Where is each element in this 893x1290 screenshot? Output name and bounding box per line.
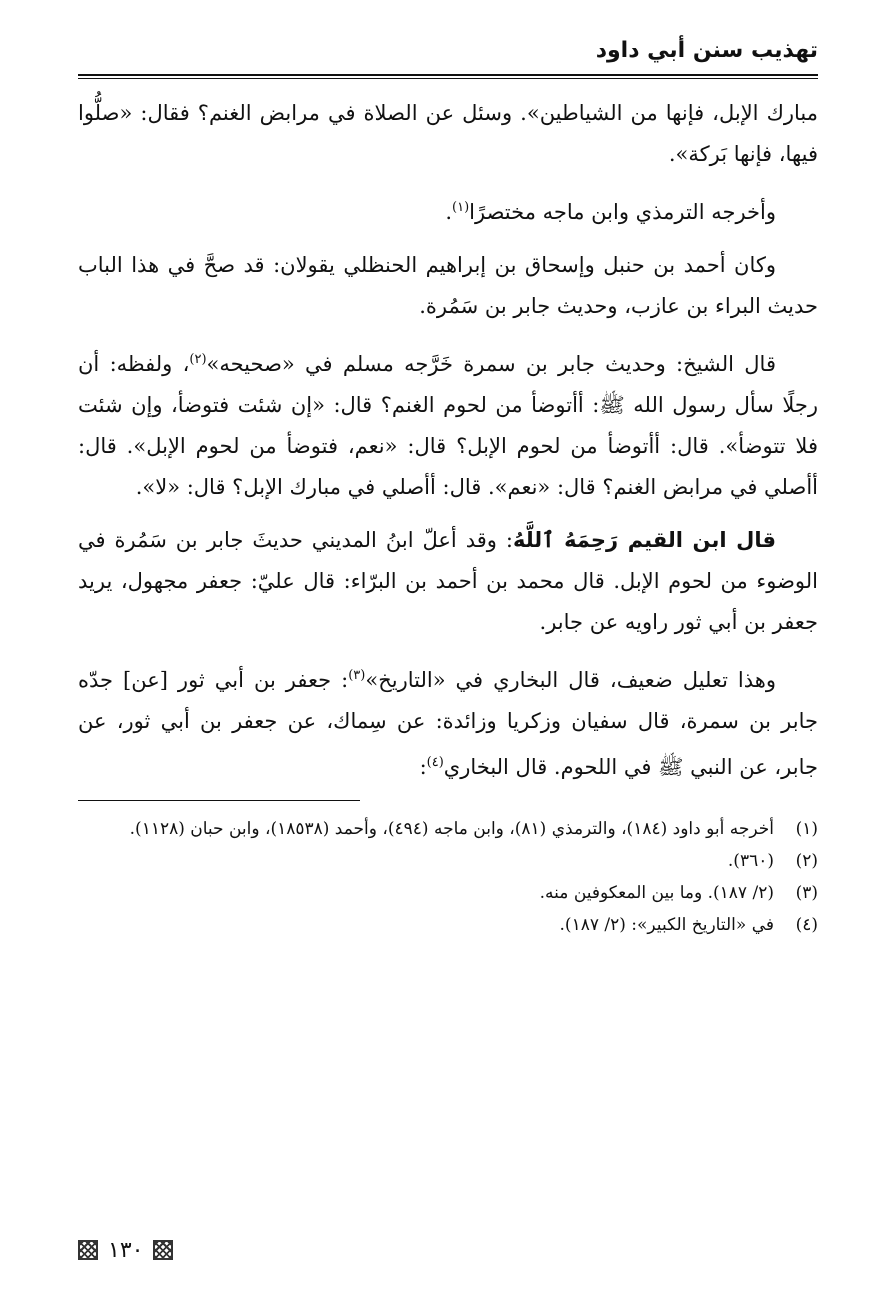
footnote-ref-4: (٤) bbox=[426, 755, 444, 770]
ornament-right-icon bbox=[153, 1240, 173, 1260]
paragraph-6 bbox=[78, 655, 818, 788]
paragraph-5-rest: : وقد أعلّ ابنُ المديني حديثَ جابر بن سَمُرة في الوضوء من لحوم الإبل. قال محمد بن أحمد بن البرّاء: قال عليّ: جعفر مجهول، يريد جعفر بن أبي ثور راويه عن جابر. bbox=[78, 528, 818, 634]
footnote-text: في «التاريخ الكبير»: (٢/ ١٨٧). bbox=[559, 915, 774, 935]
paragraph-6-a: وهذا تعليل ضعيف، قال البخاري في «التاريخ» bbox=[365, 668, 776, 692]
paragraph-2 bbox=[78, 187, 818, 233]
paragraph-6-c: : bbox=[419, 755, 427, 779]
paragraph-2-end: . bbox=[445, 200, 453, 224]
footnote-text: (٣٦٠). bbox=[727, 851, 774, 871]
footnote-ref-2: (٢) bbox=[189, 352, 207, 367]
footnote-item bbox=[78, 877, 818, 909]
paragraph-4 bbox=[78, 339, 818, 508]
header-rule-thin bbox=[78, 78, 818, 79]
footnote-ref-1: (١) bbox=[452, 200, 470, 215]
paragraph-5-lead: قال ابن القيم رَحِمَهُ ٱللَّهُ bbox=[512, 528, 776, 552]
paragraph-4-b: ، ولفظه: أن رجلًا سأل رسول الله ﷺ: أأتوضأ من لحوم الغنم؟ قال: «إن شئت فتوضأ، وإن شئت فلا تتوضأ». قال: أأتوضأ من لحوم الإبل؟ قال: «نعم، فتوضأ من لحوم الإبل». قال: أأصلي في مرابض الغنم؟ قال: «نعم». قال: أأصلي في مبارك الإبل؟ قال: «لا». bbox=[78, 352, 818, 499]
footnote-separator bbox=[78, 800, 360, 801]
paragraph-4-a: قال الشيخ: وحديث جابر بن سمرة خَرَّجه مسلم في «صحيحه» bbox=[206, 352, 776, 376]
footnote-text: (٢/ ١٨٧). وما بين المعكوفين منه. bbox=[539, 883, 774, 903]
running-title: تهذيب سنن أبي داود bbox=[595, 38, 818, 63]
body-text bbox=[78, 93, 818, 788]
page-number: ١٣٠ bbox=[108, 1237, 144, 1263]
footnote-item bbox=[78, 845, 818, 877]
paragraph-5 bbox=[78, 520, 818, 643]
footnote-number: (٣) bbox=[795, 883, 818, 903]
paragraph-2-text: وأخرجه الترمذي وابن ماجه مختصرًا bbox=[469, 200, 776, 224]
paragraph-1: مبارك الإبل، فإنها من الشياطين». وسئل عن الصلاة في مرابض الغنم؟ فقال: «صلُّوا فيها، فإنها بَركة». bbox=[78, 101, 818, 166]
paragraph-6-b: : جعفر بن أبي ثور [عن] جدّه جابر بن سمرة، قال سفيان وزكريا وزائدة: عن سِماك، عن جعفر بن أبي ثور، عن جابر، عن النبي ﷺ في اللحوم. قال البخاري bbox=[78, 668, 818, 779]
footnote-item bbox=[78, 813, 818, 845]
page bbox=[78, 36, 818, 941]
footnote-item bbox=[78, 909, 818, 941]
footnote-ref-3: (٣) bbox=[348, 668, 366, 683]
footnote-text: أخرجه أبو داود (١٨٤)، والترمذي (٨١)، وابن ماجه (٤٩٤)، وأحمد (١٨٥٣٨)، وابن حبان (١١٢٨). bbox=[129, 819, 774, 839]
footnotes bbox=[78, 813, 818, 941]
folio bbox=[78, 1234, 208, 1266]
paragraph-3: وكان أحمد بن حنبل وإسحاق بن إبراهيم الحنظلي يقولان: قد صحَّ في هذا الباب حديث البراء بن عازب، وحديث جابر بن سَمُرة. bbox=[78, 253, 818, 318]
ornament-left-icon bbox=[78, 1240, 98, 1260]
header-rule-thick bbox=[78, 74, 818, 76]
footnote-number: (٤) bbox=[795, 915, 818, 935]
footnote-number: (١) bbox=[795, 819, 818, 839]
footnote-number: (٢) bbox=[795, 851, 818, 871]
